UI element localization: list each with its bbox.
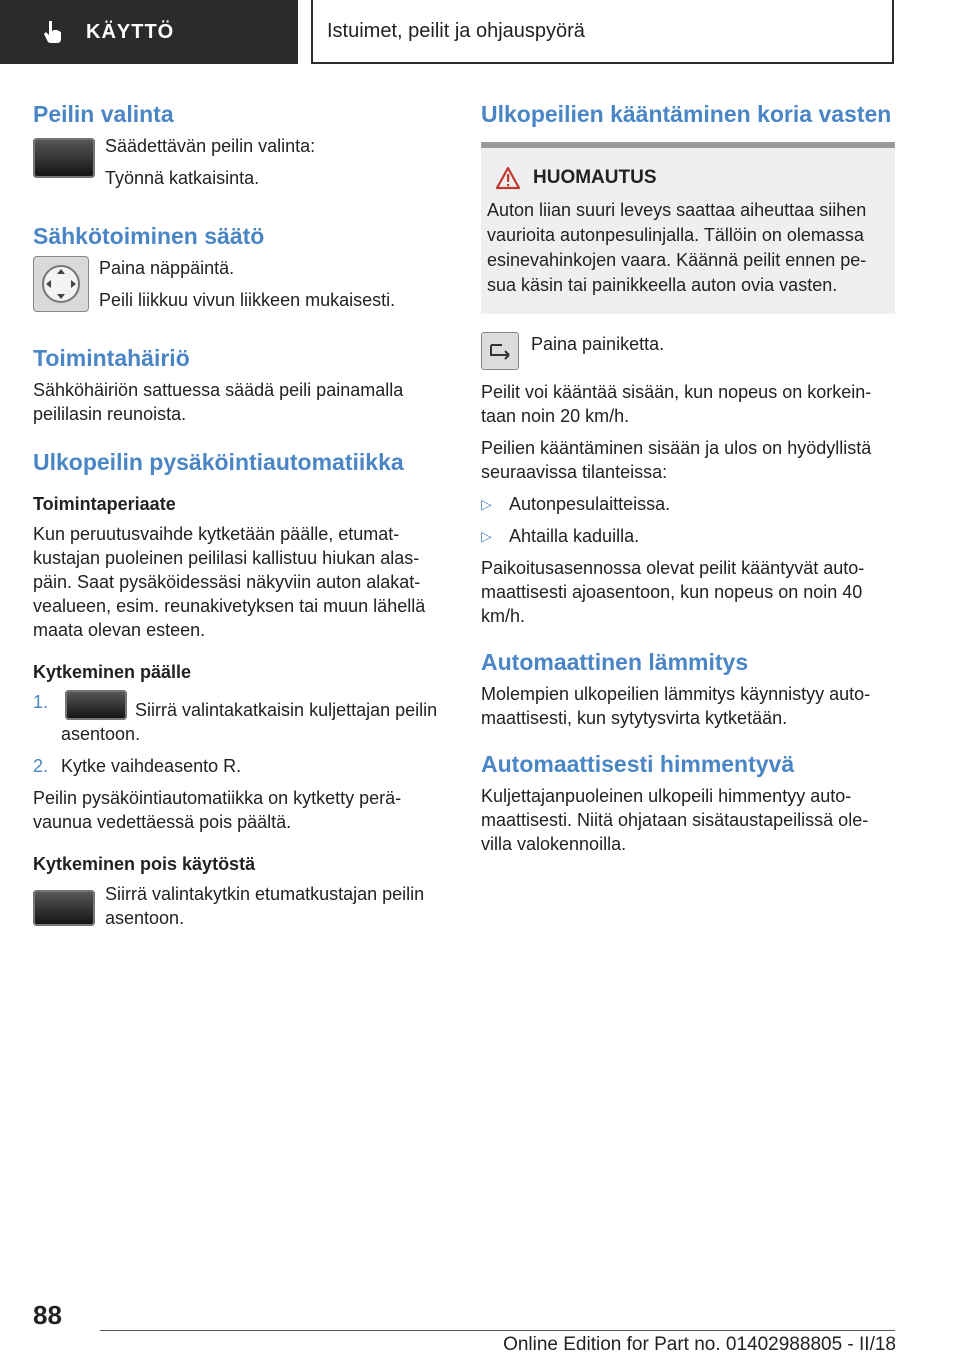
step-text: Siirrä valintakatkaisin kuljettajan peilin asentoon.	[61, 700, 438, 744]
off-block	[33, 882, 451, 938]
left-column	[33, 100, 451, 942]
on-title: Kytkeminen päälle	[33, 662, 192, 682]
mirror-selector-switch-icon	[33, 138, 95, 178]
section-tab	[0, 0, 298, 64]
mirror-select-line1: Säädettävän peilin valinta:	[105, 136, 316, 156]
off-text: Siirrä valintakytkin etumatkustajan peilin asentoon.	[105, 884, 425, 928]
principle-title: Toimintaperiaate	[33, 494, 176, 514]
principle-text: Kun peruutusvaihde kytketään päälle, etumat-kustajan puoleinen peililasi kallistuu hiukan alas-päin. Saat pysäköidessäsi näkyviin auton alakat-vealueen, esim. reunakivetyksen tai muun lähellä maata olevan esteen.	[33, 524, 426, 640]
folding-p1: Peilit voi kääntää sisään, kun nopeus on korkein-taan noin 20 km/h.	[481, 382, 872, 426]
hand-pointer-icon	[40, 19, 66, 45]
dimming-heading: Automaattisesti himmentyvä	[481, 751, 795, 777]
notice-text: Auton liian suuri leveys saattaa aiheuttaa siihen vaurioita autonpesulinjalla. Tällöin on olemassa esinevahinkojen vaara. Käännä peilit ennen pe-sua käsin tai painikkeella auton ovia vasten.	[487, 200, 867, 295]
dimming-text: Kuljettajanpuoleinen ulkopeili himmentyy auto-maattisesti. Niitä ohjataan sisätaustapeilissä ole-villa valokennoilla.	[481, 786, 869, 854]
bullet-triangle-icon: ▷	[481, 496, 492, 512]
list-item: ▷ Autonpesulaitteissa.	[481, 494, 671, 514]
malfunction-heading: Toimintahäiriö	[33, 345, 190, 371]
page-number: 88	[33, 1300, 62, 1330]
bullet-triangle-icon: ▷	[481, 528, 492, 544]
folding-heading: Ulkopeilien kääntäminen koria vasten	[481, 101, 892, 127]
press-text: Paina painiketta.	[531, 334, 665, 354]
warning-triangle-icon	[495, 166, 521, 190]
mirror-joystick-icon	[33, 256, 89, 312]
heating-heading: Automaattinen lämmitys	[481, 649, 749, 675]
electric-block	[33, 256, 451, 320]
list-item	[33, 754, 451, 778]
after-steps-text: Peilin pysäköintiautomatiikka on kytketty perä-vaunua vedettäessä pois päältä.	[33, 788, 402, 832]
footer-divider	[100, 1330, 895, 1331]
off-title: Kytkeminen pois käytöstä	[33, 854, 256, 874]
step-number: 2.	[33, 756, 49, 776]
mirror-select-line2: Työnnä katkaisinta.	[105, 168, 260, 188]
electric-line1: Paina näppäintä.	[99, 258, 235, 278]
right-column	[481, 100, 895, 864]
fold-button-block	[481, 332, 895, 370]
folding-p2: Peilien kääntäminen sisään ja ulos on hyödyllistä seuraavissa tilanteissa:	[481, 438, 872, 482]
heating-text: Molempien ulkopeilien lämmitys käynnistyy auto-maattisesti, kun sytytysvirta kytketään.	[481, 684, 871, 728]
mirror-selector-switch-icon	[33, 890, 95, 926]
footer-edition: Online Edition for Part no. 01402988805 - II/18	[503, 1334, 896, 1355]
mirror-fold-button-icon	[481, 332, 519, 370]
section-name: KÄYTTÖ	[86, 20, 175, 43]
list-item	[33, 690, 451, 746]
step-text: Kytke vaihdeasento R.	[61, 756, 242, 776]
step-number: 1.	[33, 692, 49, 712]
malfunction-text: Sähköhäiriön sattuessa säädä peili painamalla peililasin reunoista.	[33, 380, 404, 424]
notice-box	[481, 142, 895, 314]
chapter-title: Istuimet, peilit ja ohjauspyörä	[311, 0, 894, 64]
electric-line2: Peili liikkuu vivun liikkeen mukaisesti.	[99, 290, 396, 310]
electric-heading: Sähkötoiminen säätö	[33, 223, 265, 249]
mirror-select-block	[33, 134, 451, 198]
notice-title: HUOMAUTUS	[533, 167, 657, 188]
list-item: ▷ Ahtailla kaduilla.	[481, 526, 640, 546]
folding-p3: Paikoitusasennossa olevat peilit kääntyvät auto-maattisesti ajoasentoon, kun nopeus on noin 40 km/h.	[481, 558, 865, 626]
mirror-select-heading: Peilin valinta	[33, 101, 174, 127]
mirror-selector-switch-icon	[65, 690, 127, 720]
parking-heading: Ulkopeilin pysäköintiautomatiikka	[33, 449, 404, 475]
